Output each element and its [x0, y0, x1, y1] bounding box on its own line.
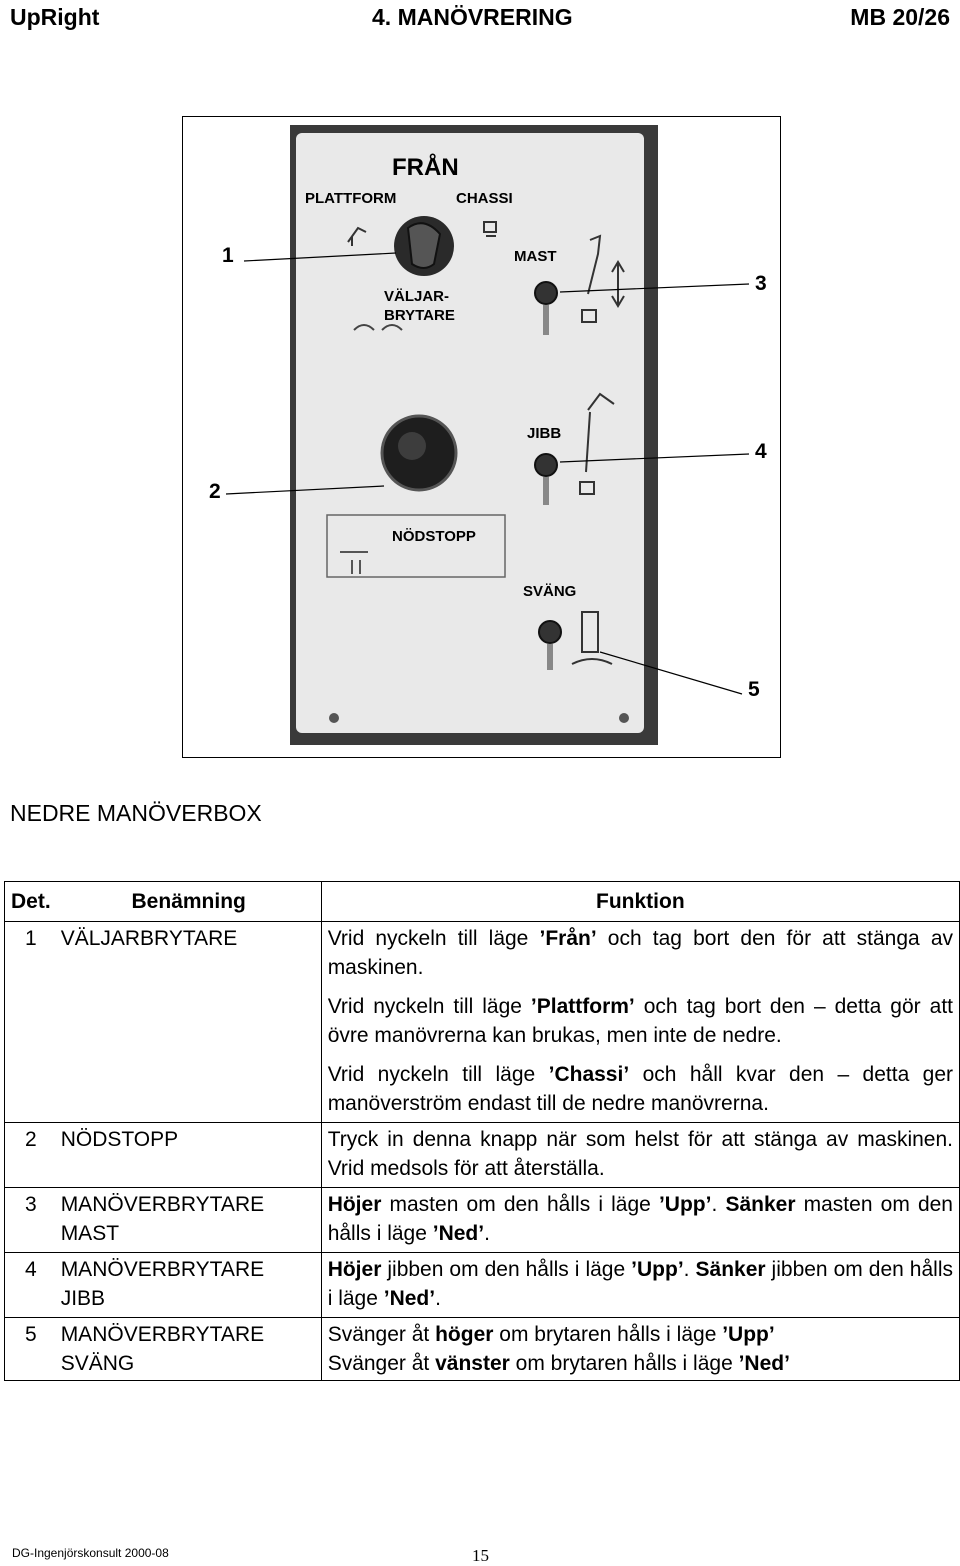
jib-icon [580, 394, 614, 494]
row-name-line: MAST [60, 1222, 120, 1245]
function-paragraph [328, 992, 953, 1050]
function-text: om brytaren hålls i läge [509, 1352, 739, 1375]
arrows-icon [354, 325, 402, 330]
row-name: NÖDSTOPP [57, 1123, 322, 1188]
table-row [5, 1188, 960, 1253]
function-text: Vrid nyckeln till läge [327, 927, 540, 950]
function-emphasis: höger [435, 1323, 494, 1346]
table-row [5, 1123, 960, 1188]
mast-icon [582, 236, 600, 322]
function-emphasis: ’Upp’ [722, 1323, 775, 1346]
function-emphasis: ’Upp’ [631, 1258, 684, 1281]
label-plattform: PLATTFORM [305, 190, 397, 207]
row-number: 1 [5, 922, 57, 1123]
function-paragraph [328, 1255, 953, 1313]
callout-1: 1 [222, 244, 234, 267]
function-paragraph [328, 1190, 953, 1248]
label-valjar-line2: BRYTARE [384, 307, 455, 324]
function-text: Vrid nyckeln till läge [327, 995, 531, 1018]
function-emphasis: ’Chassi’ [548, 1063, 630, 1086]
table-row [5, 922, 960, 1123]
function-emphasis: ’Ned’ [738, 1352, 790, 1375]
header-function: Funktion [321, 882, 959, 922]
function-emphasis: Sänker [725, 1193, 796, 1216]
function-text: . [711, 1193, 726, 1216]
function-text: Svänger åt [327, 1323, 436, 1346]
control-panel-drawing [0, 0, 960, 780]
row-number: 2 [5, 1123, 57, 1188]
row-name-line: MANÖVERBRYTARE [60, 1193, 265, 1216]
function-text: Vrid nyckeln till läge [327, 1063, 549, 1086]
label-svang: SVÄNG [523, 583, 577, 600]
row-number: 4 [5, 1253, 57, 1318]
header-product: UpRight [10, 4, 100, 30]
callout-2: 2 [209, 480, 221, 503]
label-valjar-line1: VÄLJAR- [384, 288, 450, 305]
function-paragraph [328, 924, 953, 982]
label-nodstopp: NÖDSTOPP [392, 528, 476, 545]
footer-company: DG-Ingenjörskonsult 2000-08 [12, 1546, 169, 1560]
row-name-line: JIBB [60, 1287, 106, 1310]
row-number: 3 [5, 1188, 57, 1253]
swing-icon [582, 612, 598, 652]
row-function [321, 1318, 959, 1381]
header-det: Det. [5, 882, 57, 922]
callout-line-3 [560, 284, 749, 292]
mast-up-down-arrow [612, 262, 624, 306]
row-function [321, 922, 959, 1123]
function-text: . [683, 1258, 696, 1281]
mast-toggle [535, 282, 557, 304]
row-name [57, 1253, 322, 1318]
page-number: 15 [472, 1546, 489, 1565]
table-row [5, 1253, 960, 1318]
row-function [321, 1253, 959, 1318]
row-name-line: MANÖVERBRYTARE [60, 1258, 265, 1281]
header-name: Benämning [57, 882, 322, 922]
function-emphasis: vänster [435, 1352, 510, 1375]
label-fran: FRÅN [392, 154, 459, 181]
row-number: 5 [5, 1318, 57, 1381]
platform-icon [348, 228, 366, 246]
callout-line-4 [560, 454, 749, 462]
function-text: . [484, 1222, 490, 1245]
callout-4: 4 [755, 440, 767, 463]
function-paragraph [328, 1060, 953, 1118]
row-name-line: MANÖVERBRYTARE [60, 1323, 265, 1346]
row-name-line: SVÄNG [60, 1352, 135, 1375]
function-emphasis: Höjer [327, 1193, 382, 1216]
function-text: . [435, 1287, 441, 1310]
nodstopp-label-plate [327, 515, 505, 577]
table-header-row [5, 882, 960, 922]
callout-line-1 [244, 253, 396, 261]
function-text: jibben om den hålls i läge [327, 1258, 953, 1310]
function-text: och tag bort den för att stänga av maskinen. [327, 927, 953, 979]
callout-5: 5 [748, 678, 760, 701]
selector-key [408, 223, 440, 268]
callout-line-2 [226, 486, 384, 494]
row-name [57, 1318, 322, 1381]
function-paragraph: Tryck in denna knapp när som helst för att stänga av maskinen. Vrid medsols för att återställa. [327, 1128, 953, 1180]
function-emphasis: ’Från’ [539, 927, 597, 950]
row-function [321, 1188, 959, 1253]
header-model: MB 20/26 [850, 4, 950, 30]
row-function [321, 1123, 959, 1188]
function-emphasis: ’Upp’ [658, 1193, 712, 1216]
function-emphasis: ’Ned’ [383, 1287, 436, 1310]
function-emphasis: ’Ned’ [432, 1222, 485, 1245]
function-emphasis: Sänker [695, 1258, 766, 1281]
function-text: jibben om den hålls i läge [381, 1258, 632, 1281]
row-name: VÄLJARBRYTARE [57, 922, 322, 1123]
table-row [5, 1318, 960, 1381]
label-jibb: JIBB [527, 425, 562, 442]
section-title: NEDRE MANÖVERBOX [10, 800, 262, 826]
function-text: om brytaren hålls i läge [493, 1323, 723, 1346]
function-text: Svänger åt [327, 1352, 436, 1375]
label-chassi: CHASSI [456, 190, 513, 207]
header-chapter: 4. MANÖVRERING [372, 4, 573, 30]
row-name [57, 1188, 322, 1253]
chassis-icon [484, 222, 496, 236]
function-emphasis: ’Plattform’ [530, 995, 635, 1018]
function-emphasis: Höjer [327, 1258, 382, 1281]
label-mast: MAST [514, 248, 557, 265]
function-text: masten om den hålls i läge [327, 1193, 953, 1245]
function-table [4, 881, 960, 1381]
function-text: masten om den hålls i läge [381, 1193, 659, 1216]
swing-toggle [539, 621, 561, 643]
jib-toggle [535, 454, 557, 476]
function-text: och tag bort den – detta gör att övre manövrerna kan brukas, men inte de nedre. [327, 995, 953, 1047]
callout-3: 3 [755, 272, 767, 295]
callout-line-5 [600, 652, 742, 694]
function-text: och håll kvar den – detta ger manöverström endast till de nedre manövrerna. [327, 1063, 954, 1115]
